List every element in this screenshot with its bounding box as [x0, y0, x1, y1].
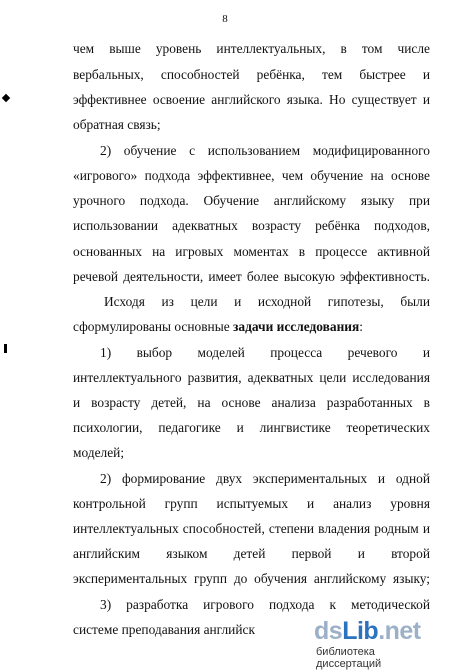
text-line: экспериментальных групп до обучения английскому языку;	[73, 571, 430, 586]
text-line: моделей;	[73, 445, 125, 460]
text-line: урочного подхода. Обучение английскому языку при	[73, 193, 430, 208]
text-line: речевой деятельности, имеет более высокую эффективность.	[73, 269, 430, 284]
text-line: 3) разработка игрового подхода к методической	[100, 597, 430, 612]
text-line: системе преподавания английск	[73, 622, 255, 637]
bold-phrase: задачи исследования	[233, 319, 360, 334]
text-line: 2) обучение с использованием модифицированного	[100, 143, 430, 158]
text-line: «игрового» подхода эффективнее, чем обучение на основе	[73, 168, 430, 183]
page-number: 8	[222, 13, 228, 25]
text-line: английским языком детей первой и второй	[73, 546, 430, 561]
text-line: Исходя из цели и исходной гипотезы, были	[104, 294, 430, 309]
text-line: эффективнее освоение английского языка. Но существует и	[73, 92, 430, 107]
text-line: психологии, педагогике и лингвистике теоретических	[73, 420, 430, 435]
dslib-logo: dsLib.net	[314, 617, 421, 645]
text-line: 1) выбор моделей процесса речевого и	[100, 345, 430, 360]
text-line: обратная связь;	[73, 117, 161, 132]
margin-mark	[2, 94, 10, 102]
dslib-watermark	[312, 617, 440, 670]
text-line: 2) формирование двух экспериментальных и одной	[100, 471, 430, 486]
text-line: и возрасту детей, на основе анализа разработанных в	[73, 395, 430, 410]
text-segment: сформулированы основные	[73, 319, 230, 334]
margin-mark	[4, 344, 7, 353]
text-line	[73, 319, 430, 335]
text-line: интеллектуальных способностей, степени владения родным и	[73, 521, 430, 536]
text-segment: :	[359, 319, 363, 334]
text-line: чем выше уровень интеллектуальных, в том числе	[73, 41, 430, 56]
text-line: контрольной групп испытуемых и анализ уровня	[73, 496, 430, 511]
text-line: вербальных, способностей ребёнка, тем быстрее и	[73, 67, 430, 82]
text-line: основанных на игровых моментах в процессе активной	[73, 244, 430, 259]
text-line: интеллектуального развития, адекватных цели исследования	[73, 370, 430, 385]
text-line: использовании адекватных возрасту ребёнка подходов,	[73, 218, 430, 233]
watermark-subtitle: библиотека диссертаций	[316, 646, 382, 670]
